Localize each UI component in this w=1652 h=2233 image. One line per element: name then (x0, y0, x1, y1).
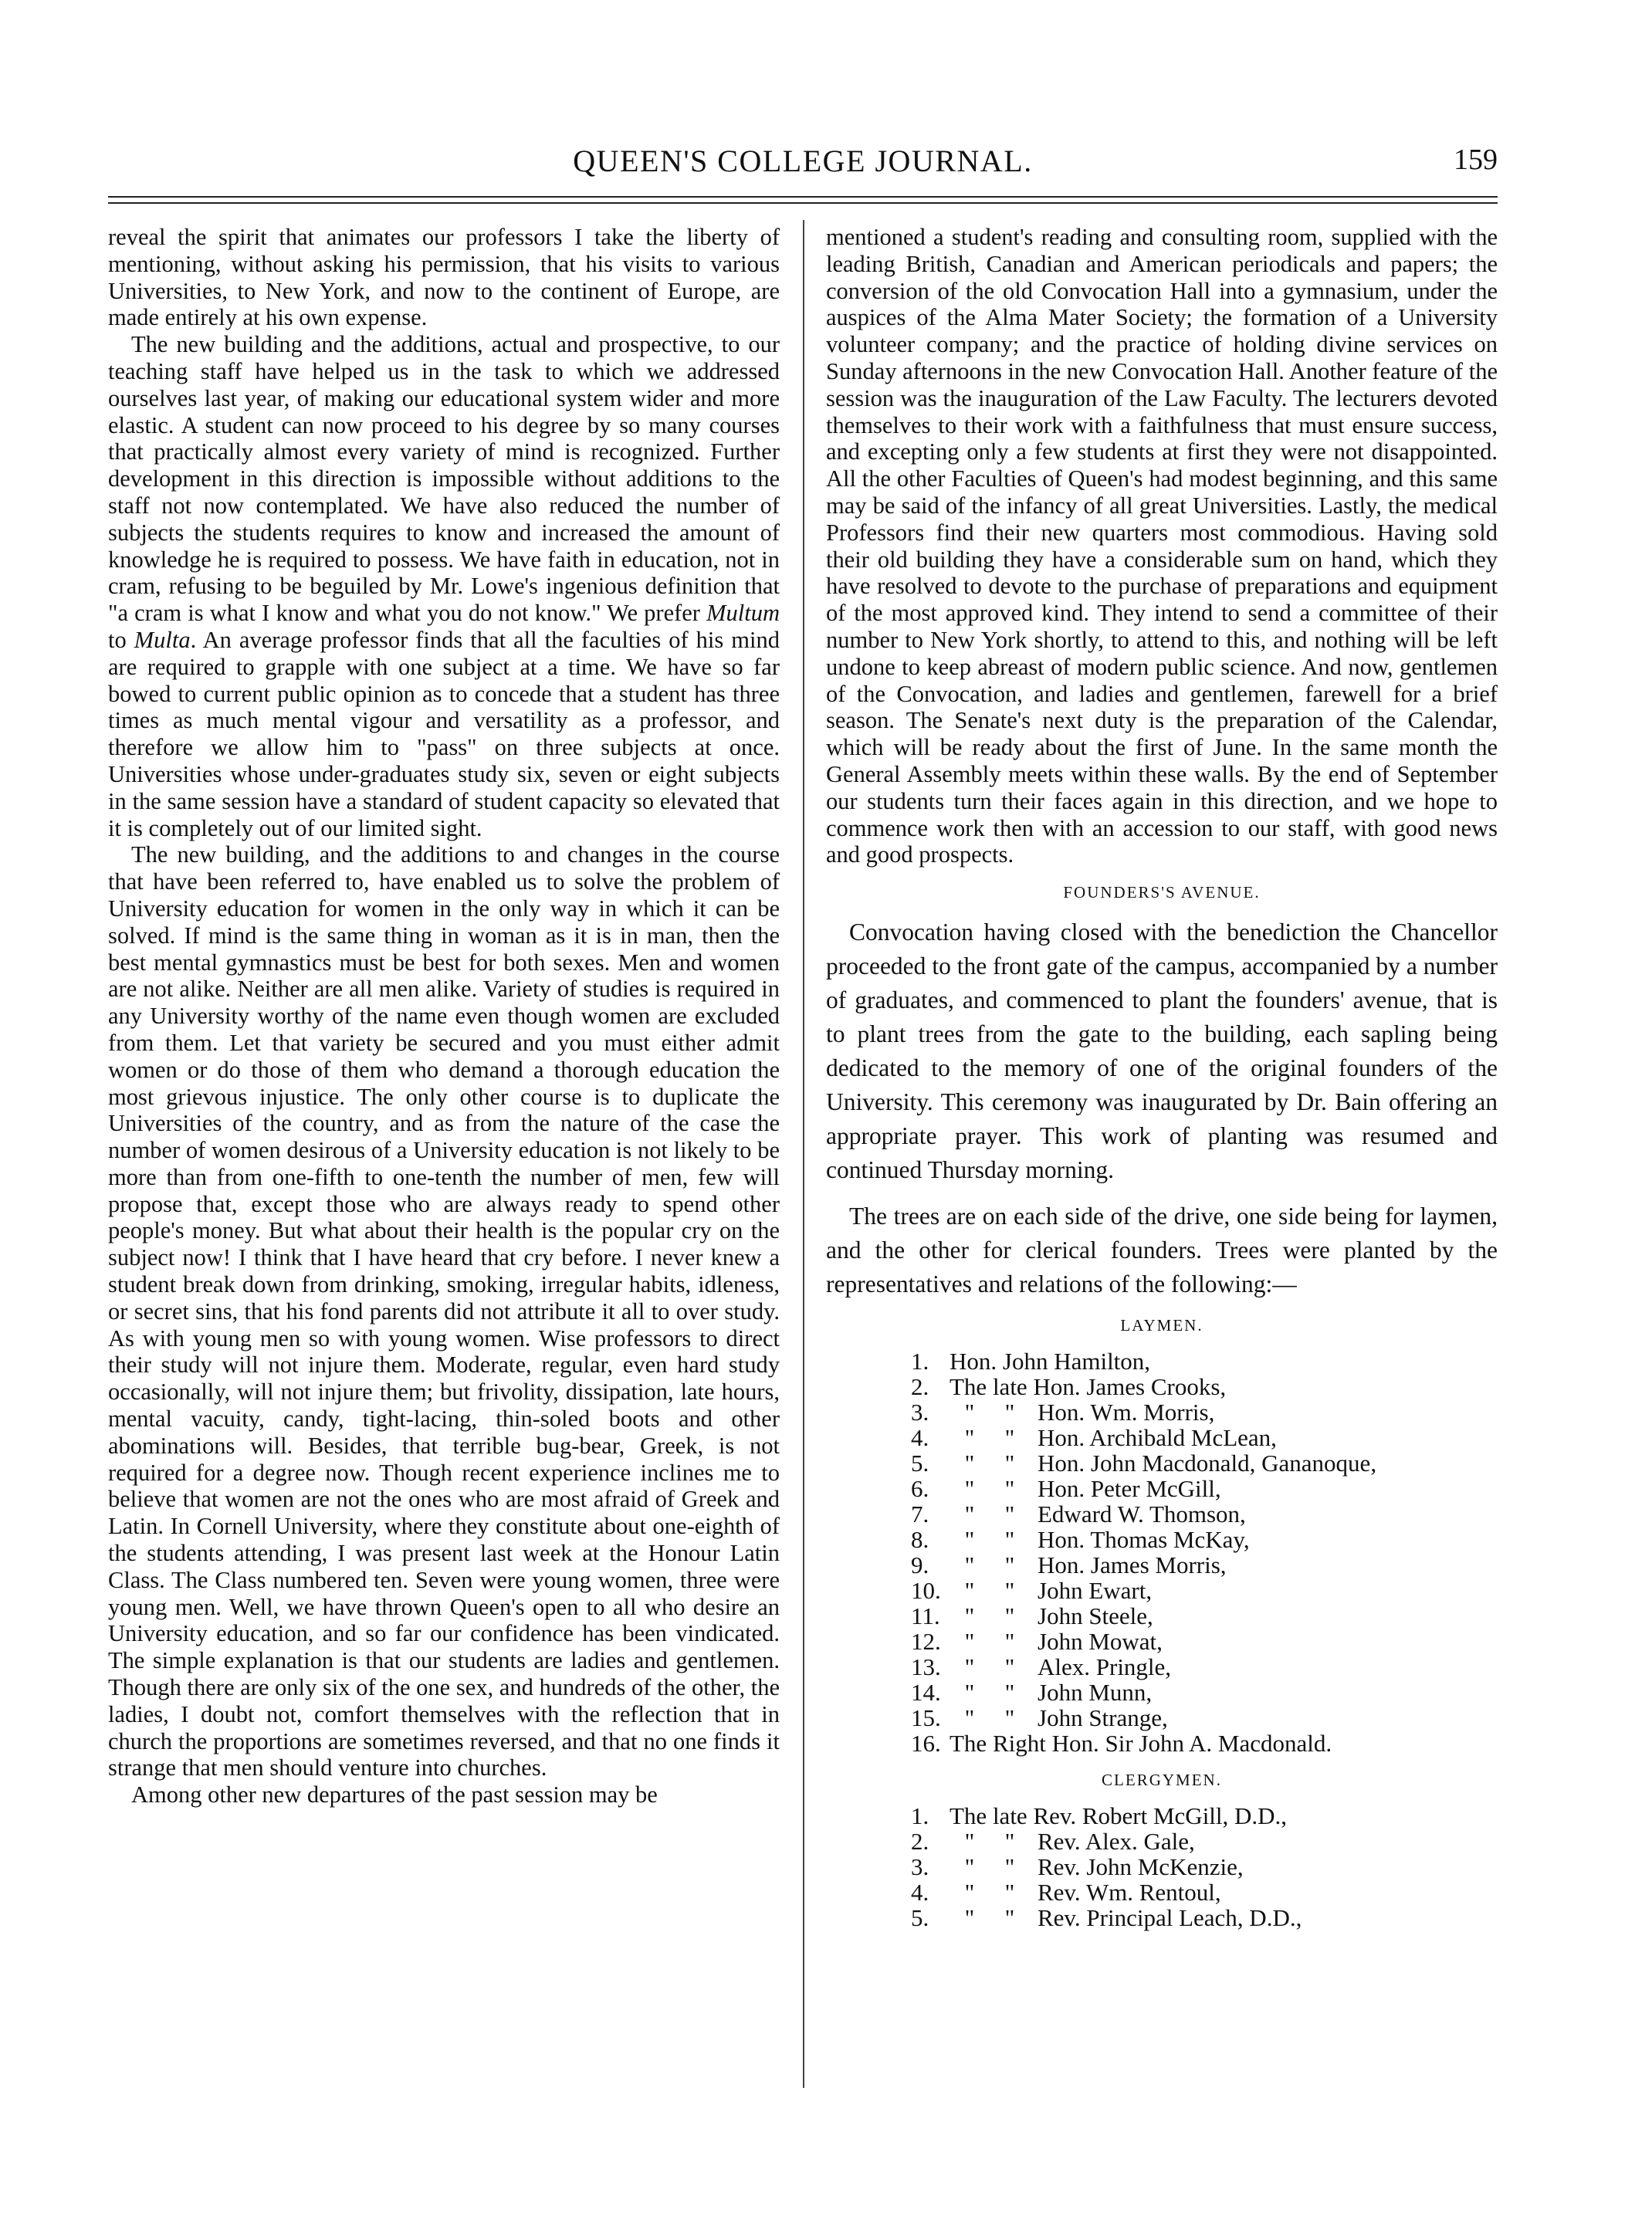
layman-row (911, 1374, 1498, 1399)
ditto-mark: " (1004, 1653, 1015, 1680)
ditto-mark: " (964, 1525, 975, 1553)
page-number: 159 (1454, 144, 1498, 176)
list-number: 11. (911, 1602, 940, 1629)
founder-name: Hon. Peter McGill, (1038, 1474, 1221, 1502)
ditto-mark: " (1004, 1827, 1015, 1855)
page-header (108, 143, 1498, 189)
list-number: 6. (911, 1474, 929, 1502)
layman-row (911, 1552, 1498, 1578)
list-number: 2. (911, 1827, 929, 1855)
clergymen-heading: CLERGYMEN. (1102, 1770, 1222, 1789)
ditto-mark: " (1004, 1474, 1015, 1502)
left-paragraph-2: The new building and the additions, actual and prospective, to our teaching staff have helped us in the task to which we addressed ourselves last year, of making our educational system wider and more elastic. A student can now proceed to his degree by so many courses that practically almost every variety of mind is recognized. Further development in this direction is impossible without additions to the staff not now contemplated. We have also reduced the number of subjects the students requires to know and increased the amount of knowledge he is required to possess. We have faith in education, not in cram, refusing to be beguiled by Mr. Lowe's ingenious definition that "a cram is what I know and what you do not know." We prefer Multum to Multa. An average professor finds that all the faculties of his mind are required to grapple with one subject at a time. We have so far bowed to current public opinion as to concede that a student has three times as much mental vigour and versatility as a professor, and therefore we allow him to "pass" on three subjects at once. Universities whose under-graduates study six, seven or eight subjects in the same session have a standard of student capacity so elevated that it is completely out of our limited sight. (108, 331, 780, 841)
ditto-mark: " (964, 1878, 975, 1906)
ditto-mark: " (1004, 1678, 1015, 1706)
list-number: 3. (911, 1852, 929, 1880)
ditto-mark: " (1004, 1903, 1015, 1931)
layman-row (911, 1603, 1498, 1629)
ditto-mark: " (964, 1704, 975, 1731)
founder-name: Hon. James Morris, (1038, 1551, 1227, 1578)
layman-row (911, 1476, 1498, 1501)
left-column (108, 224, 780, 1808)
list-number: 5. (911, 1449, 929, 1477)
header-rule-top (108, 196, 1498, 198)
layman-row (911, 1654, 1498, 1680)
ditto-mark: " (964, 1678, 975, 1706)
founder-name: John Mowat, (1038, 1627, 1163, 1655)
founder-name: John Munn, (1038, 1678, 1153, 1706)
layman-row (911, 1501, 1498, 1527)
left-paragraph-1: reveal the spirit that animates our professors I take the liberty of mentioning, without asking his permission, that his visits to various Universities, to New York, and now to the continent of Europe, are made entirely at his own expense. (108, 224, 780, 331)
founder-name: Rev. Alex. Gale, (1038, 1827, 1195, 1855)
layman-row (911, 1705, 1498, 1731)
ditto-mark: " (964, 1551, 975, 1578)
list-number: 7. (911, 1500, 929, 1528)
ditto-mark: " (1004, 1878, 1015, 1906)
right-column (826, 224, 1498, 1930)
list-number: 1. (911, 1802, 929, 1829)
founder-name: John Ewart, (1038, 1576, 1153, 1604)
ditto-mark: " (964, 1653, 975, 1680)
layman-row (911, 1680, 1498, 1705)
left-paragraph-3: The new building, and the additions to and changes in the course that have been referred to, have enabled us to solve the problem of University education for women in the only way in which it can be solved. If mind is the same thing in woman as it is in man, then the best mental gymnastics must be best for both sexes. Men and women are not alike. Neither are all men alike. Variety of studies is required in any University worthy of the name even though women are excluded from them. Let that variety be secured and you must either admit women or do those of them who demand a thorough education the most grievous injustice. The only other course is to duplicate the Universities of the country, and as from the nature of the case the number of women desirous of a University education is not likely to be more than from one-fifth to one-tenth the number of men, few will propose that, except those who are always ready to spend other people's money. But what about their health is the popular cry on the subject now! I think that I have heard that cry before. I never knew a student break down from drinking, smoking, irregular habits, idleness, or secret sins, that his fond parents did not attribute it all to over study. As with young men so with young women. Wise professors to direct their study will not injure them. Moderate, regular, even hard study occasionally, will not injure them; but frivolity, dissipation, late hours, mental vacuity, candy, tight-lacing, thin-soled boots and other abominations will. Besides, that terrible bug-bear, Greek, is not required for a degree now. Though recent experience inclines me to believe that women are not the ones who are most afraid of Greek and Latin. In Cornell University, where they constitute about one-eighth of the students attending, I was present last week at the Honour Latin Class. The Class numbered ten. Seven were young women, three were young men. Well, we have thrown Queen's open to all who desire an University education, and so far our confidence has been vindicated. The simple explanation is that our students are ladies and gentlemen. Though there are only six of the one sex, and hundreds of the other, the ladies, I doubt not, comfort themselves with the reflection that in church the proportions are sometimes reversed, and that no one finds it strange that men should venture into churches. (108, 841, 780, 1781)
founder-name: Edward W. Thomson, (1038, 1500, 1246, 1528)
list-number: 4. (911, 1878, 929, 1906)
founder-name: Hon. Thomas McKay, (1038, 1525, 1250, 1553)
founders-avenue-heading: FOUNDERS'S AVENUE. (1063, 883, 1261, 902)
founder-name: Hon. Wm. Morris, (1038, 1398, 1215, 1426)
column-divider (803, 220, 804, 2088)
layman-row (911, 1578, 1498, 1603)
clergymen-list (911, 1803, 1498, 1930)
header-rule-bottom (108, 202, 1498, 204)
ditto-mark: " (964, 1398, 975, 1426)
running-title: QUEEN'S COLLEGE JOURNAL. (573, 144, 1033, 178)
ditto-mark: " (964, 1852, 975, 1880)
founder-name: The late Rev. Robert McGill, D.D., (950, 1802, 1288, 1829)
multum-term: Multum (706, 600, 780, 627)
list-number: 14. (911, 1678, 941, 1706)
list-number: 13. (911, 1653, 941, 1680)
ditto-mark: " (964, 1449, 975, 1477)
ditto-mark: " (1004, 1500, 1015, 1528)
list-number: 1. (911, 1347, 929, 1375)
ditto-mark: " (964, 1500, 975, 1528)
list-number: 8. (911, 1525, 929, 1553)
list-number: 16. (911, 1729, 941, 1757)
layman-row (911, 1731, 1498, 1756)
ditto-mark: " (964, 1423, 975, 1451)
founder-name: Hon. John Hamilton, (950, 1347, 1151, 1375)
layman-row (911, 1399, 1498, 1425)
founder-name: The late Hon. James Crooks, (950, 1372, 1227, 1400)
ditto-mark: " (1004, 1551, 1015, 1578)
founders-paragraph-2: The trees are on each side of the drive, one side being for laymen, and the other for clerical founders. Trees were planted by the representatives and relations of the following:— (826, 1202, 1498, 1298)
list-number: 9. (911, 1551, 929, 1578)
list-number: 12. (911, 1627, 941, 1655)
clergyman-row (911, 1803, 1498, 1829)
list-number: 10. (911, 1576, 941, 1604)
ditto-mark: " (1004, 1704, 1015, 1731)
ditto-mark: " (1004, 1449, 1015, 1477)
multa-term: Multa (134, 626, 191, 653)
founder-name: Alex. Pringle, (1038, 1653, 1172, 1680)
ditto-mark: " (964, 1903, 975, 1931)
clergyman-row (911, 1905, 1498, 1930)
ditto-mark: " (964, 1576, 975, 1604)
founder-name: The Right Hon. Sir John A. Macdonald. (950, 1729, 1332, 1757)
list-number: 4. (911, 1423, 929, 1451)
ditto-mark: " (964, 1827, 975, 1855)
list-number: 2. (911, 1372, 929, 1400)
layman-row (911, 1629, 1498, 1654)
ditto-mark: " (1004, 1576, 1015, 1604)
ditto-mark: " (1004, 1627, 1015, 1655)
founder-name: John Strange, (1038, 1704, 1168, 1731)
list-number: 15. (911, 1704, 941, 1731)
laymen-heading: LAYMEN. (1120, 1315, 1203, 1335)
list-number: 5. (911, 1903, 929, 1931)
right-paragraph-1: mentioned a student's reading and consulting room, supplied with the leading British, Canadian and American periodicals and papers; the conversion of the old Convocation Hall into a gymnasium, under the auspices of the Alma Mater Society; the formation of a University volunteer company; and the practice of holding divine services on Sunday afternoons in the new Convocation Hall. Another feature of the session was the inauguration of the Law Faculty. The lecturers devoted themselves to their work with a faithfulness that must ensure success, and excepting only a few students at first they were not disappointed. All the other Faculties of Queen's had modest beginning, and this same may be said of the infancy of all great Universities. Lastly, the medical Professors find their new quarters most commodious. Having sold their old building they have a considerable sum on hand, which they have resolved to devote to the purchase of preparations and equipment of the most approved kind. They intend to send a committee of their number to New York shortly, to attend to this, and nothing will be left undone to keep abreast of modern public science. And now, gentlemen of the Convocation, and ladies and gentlemen, farewell for a brief season. The Senate's next duty is the preparation of the Calendar, which will be ready about the first of June. In the same month the General Assembly meets within these walls. By the end of September our students turn their faces again in this direction, and we hope to commence work then with an accession to our staff, with good news and good prospects. (826, 224, 1498, 868)
clergyman-row (911, 1879, 1498, 1905)
laymen-list (911, 1348, 1498, 1756)
ditto-mark: " (1004, 1602, 1015, 1629)
ditto-mark: " (1004, 1852, 1015, 1880)
founder-name: Rev. Wm. Rentoul, (1038, 1878, 1221, 1906)
ditto-mark: " (964, 1474, 975, 1502)
founder-name: Hon. Archibald McLean, (1038, 1423, 1277, 1451)
ditto-mark: " (964, 1602, 975, 1629)
founder-name: Rev. Principal Leach, D.D., (1038, 1903, 1302, 1931)
left-paragraph-4: Among other new departures of the past session may be (131, 1781, 658, 1808)
ditto-mark: " (1004, 1423, 1015, 1451)
layman-row (911, 1527, 1498, 1552)
ditto-mark: " (964, 1627, 975, 1655)
founders-paragraph-1: Convocation having closed with the benediction the Chancellor proceeded to the front gate of the campus, accompanied by a number of graduates, and commenced to plant the founders' avenue, that is to plant trees from the gate to the building, each sapling being dedicated to the memory of one of the original founders of the University. This ceremony was inaugurated by Dr. Bain offering an appropriate prayer. This work of planting was resumed and continued Thursday morning. (826, 918, 1498, 1183)
list-number: 3. (911, 1398, 929, 1426)
clergyman-row (911, 1854, 1498, 1879)
ditto-mark: " (1004, 1398, 1015, 1426)
ditto-mark: " (1004, 1525, 1015, 1553)
founder-name: Hon. John Macdonald, Gananoque, (1038, 1449, 1377, 1477)
clergyman-row (911, 1829, 1498, 1854)
layman-row (911, 1425, 1498, 1450)
founder-name: Rev. John McKenzie, (1038, 1852, 1244, 1880)
layman-row (911, 1450, 1498, 1476)
founder-name: John Steele, (1038, 1602, 1153, 1629)
layman-row (911, 1348, 1498, 1374)
